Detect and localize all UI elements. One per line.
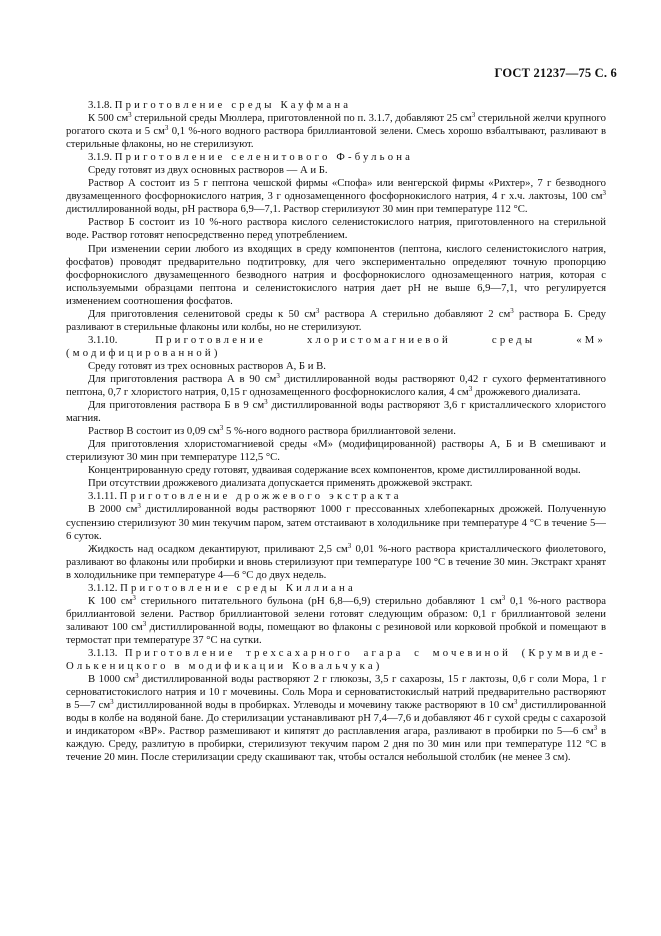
paragraph: При отсутствии дрожжевого диализата допускается применять дрожжевой экстракт. <box>88 477 473 490</box>
paragraph: При изменении серии любого из входящих в среду компонентов (пептона, кислого селенистокислого натрия, фосфатов) проводят предварительно подтитровку, для чего экспериментально определяют точную пропорцию фосфорнокислого двузамещенного безводного натрия и фосфорнокислого однозамещенного натрия, которая с используемыми образцами пептона и селенистокислого натрия дает pH не выше 6,9—7,1, что регулируется изменением соотношения фосфатов. <box>66 242 606 307</box>
section-heading <box>66 582 606 595</box>
paragraph: К 500 $см^3$ стерильной среды Мюллера, приготовленной по п. 3.1.7, добавляют 25 $см^3$ стерильной желчи крупного рогатого скота и 5 $см^3$ 0,1 %-ного водного раствора бриллиантовой зелени. Смесь хорошо взбалтывают, разливают в стерильные флаконы, но не стерилизуют. <box>66 111 606 151</box>
paragraph: Раствор Б состоит из 10 %-ного раствора кислого селенистокислого натрия, приготовленного на стерильной воде. Раствор готовят непосредственно перед употреблением. <box>66 216 606 242</box>
section-title: Приготовление хлористомагниевой среды «М» (модифицированной) <box>66 333 606 359</box>
section-heading <box>66 99 606 112</box>
paragraph: Для приготовления селенитовой среды к 50 $см^3$ раствора А стерильно добавляют 2 $см^3$ раствора Б. Среду разливают в стерильные флаконы или колбы, но не стерилизуют. <box>66 306 606 333</box>
paragraph: В 1000 $см^3$ дистиллированной воды растворяют 2 г глюкозы, 3,5 г сахарозы, 15 г лактозы, 0,6 г соли Мора, 1 г серноватистокислого натрия и 10 г мочевины. Соль Мора и серноватистокислый натрий предварительно растворяют в 5—7 $см^3$ дистиллированной воды в пробирках. Углеводы и мочевину также растворяют в 10 $см^3$ дистиллированной воды в колбе на водяной бане. До стерилизации устанавливают pH 7,4—7,6 и добавляют 46 г сухой среды с сахарозой и индикатором «ВР». Раствор размешивают и кипятят до расплавления агара, разливают в пробирки по 5—6 $см^3$ в каждую. Среду, разлитую в пробирки, стерилизуют текучим паром 2 дня по 30 мин или при температуре 112 °С в течение 20 мин. После стерилизации среду скашивают так, чтобы остался небольшой столбик (не менее 3 см). <box>66 672 607 764</box>
section-number: 3.1.11. <box>88 490 117 503</box>
document-body <box>66 99 606 764</box>
section-heading <box>66 647 606 673</box>
section-number: 3.1.8. <box>88 99 113 111</box>
paragraph: Раствор А состоит из 5 г пептона чешской фирмы «Спофа» или венгерской фирмы «Рихтер», 7 г безводного двузамещенного фосфорнокислого натрия, 3 г однозамещенного фосфорнокислого натрия, 4 г х.ч. лактозы, 100 $см^3$ дистиллированной воды, pH раствора 6,9—7,1. Раствор стерилизуют 30 мин при температуре 112 °С. <box>66 177 606 216</box>
section-heading <box>66 334 606 360</box>
section-number: 3.1.12. <box>88 581 118 594</box>
paragraph: Жидкость над осадком декантируют, приливают 2,5 $см^3$ 0,01 %-ного раствора кристаллического фиолетового, разливают во флаконы или пробирки и вновь стерилизуют при температуре 100 °С в течение 30 мин. Экстракт хранят в холодильнике при температуре 4—6 °С до двух недель. <box>66 541 606 581</box>
paragraph: Раствор В состоит из 0,09 $см^3$ 5 %-ного водного раствора бриллиантовой зелени. <box>88 424 456 438</box>
paragraph: Среду готовят из двух основных растворов — А и Б. <box>88 164 328 177</box>
section-title: Приготовление селенитового Ф-бульона <box>114 151 414 164</box>
paragraph: К 100 $см^3$ стерильного питательного бульона (pH 6,8—6,9) стерильно добавляют 1 $см^3$ 0,1 %-ного раствора бриллиантовой зелени. Раствор бриллиантовой зелени готовят следующим образом: 0,1 г бриллиантовой зелени заливают 100 $см^3$ дистиллированной воды, помещают во флаконы с резиновой или корковой пробкой и помещают в термостат при температуре 37 °С на сутки. <box>66 593 606 646</box>
page-header: ГОСТ 21237—75 С. 6 <box>494 66 617 80</box>
section-heading <box>66 490 606 503</box>
section-title: Приготовление трехсахарного агара с мочевиной (Крумвиде-Олькеницкого в модификации Ковальчука) <box>66 646 606 673</box>
section-number: 3.1.10. <box>88 333 118 346</box>
section-title: Приготовление среды Кауфмана <box>114 99 352 111</box>
section-title: Приготовление среды Киллиана <box>120 581 356 594</box>
section-title: Приготовление дрожжевого экстракта <box>119 490 402 503</box>
section-number: 3.1.13. <box>88 646 118 659</box>
section-number: 3.1.9. <box>88 151 113 164</box>
section-heading <box>66 151 606 164</box>
paragraph: Для приготовления хлористомагниевой среды «М» (модифицированной) растворы А, Б и В смешивают и стерилизуют 30 мин при температуре 112,5 °С. <box>66 438 606 464</box>
paragraph: В 2000 $см^3$ дистиллированной воды растворяют 1000 г прессованных хлебопекарных дрожжей. Полученную суспензию стерилизуют 30 мин текучим паром, затем отстаивают в холодильнике при температуре 4 °С в течение 5—6 суток. <box>66 502 606 542</box>
paragraph: Для приготовления раствора Б в 9 $см^3$ дистиллированной воды растворяют 3,6 г кристаллического хлористого магния. <box>66 398 606 425</box>
paragraph: Концентрированную среду готовят, удваивая содержание всех компонентов, кроме дистиллированной воды. <box>88 464 581 477</box>
paragraph: Для приготовления раствора А в 90 $см^3$ дистиллированной воды растворяют 0,42 г сухого ферментативного пептона, 0,7 г хлористого натрия, 0,15 г однозамещенного фосфорнокислого калия, 4 $см^3$ дрожжевого диализата. <box>66 371 606 399</box>
paragraph: Среду готовят из трех основных растворов А, Б и В. <box>88 359 326 372</box>
